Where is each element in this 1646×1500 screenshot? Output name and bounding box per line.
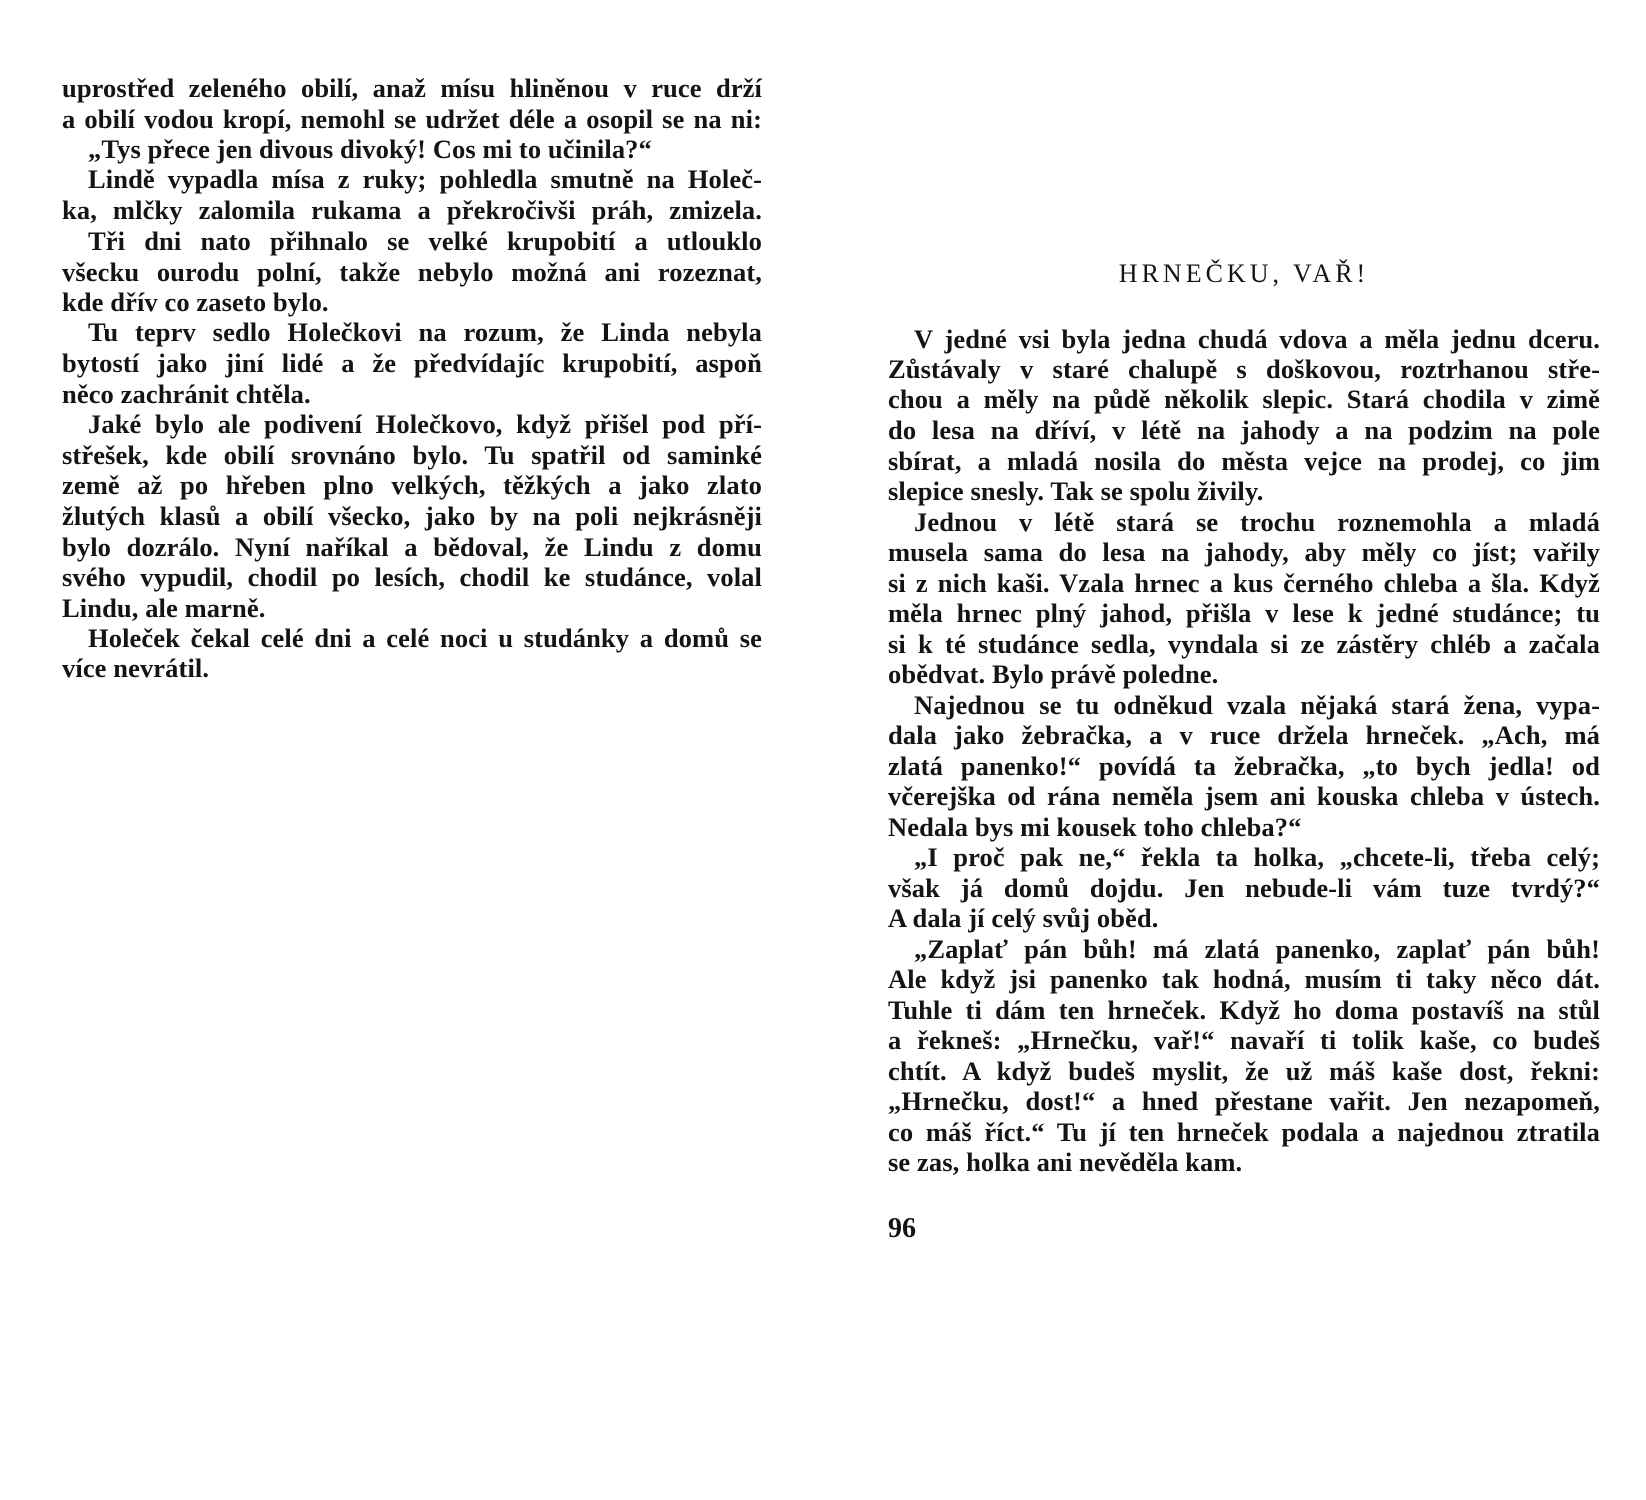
text-line: Nedala bys mi kousek toho chleba?“ xyxy=(888,812,1302,842)
text-line: „Zaplať pán bůh! má zlatá panenko, zaplať pán bůh! xyxy=(914,934,1600,964)
text-line: co máš říct.“ Tu jí ten hrneček podala a najednou ztratila xyxy=(888,1117,1600,1147)
text-line: Jaké bylo ale podivení Holečkovo, když přišel pod pří- xyxy=(88,409,762,439)
text-line: slepice snesly. Tak se spolu živily. xyxy=(888,476,1264,506)
text-line: chtít. A když budeš myslit, že už máš kaše dost, řekni: xyxy=(888,1056,1600,1086)
text-line: Lindě vypadla mísa z ruky; pohledla smutně na Holeč- xyxy=(88,164,762,194)
text-line: kde dřív co zaseto bylo. xyxy=(62,287,329,317)
text-line: bylo dozrálo. Nyní naříkal a bědoval, že Lindu z domu xyxy=(62,532,762,562)
text-line: Holeček čekal celé dni a celé noci u studánky a domů se xyxy=(88,623,762,653)
text-line: „I proč pak ne,“ řekla ta holka, „chcete-li, třeba celý; xyxy=(914,842,1600,872)
text-line: Tuhle ti dám ten hrneček. Když ho doma postavíš na stůl xyxy=(888,995,1600,1025)
text-line: dala jako žebračka, a v ruce držela hrneček. „Ach, má xyxy=(888,720,1600,750)
text-line: Lindu, ale marně. xyxy=(62,593,266,623)
text-line: více nevrátil. xyxy=(62,653,210,683)
text-line: sbírat, a mladá nosila do města vejce na prodej, co jim xyxy=(888,446,1600,476)
text-line: Tři dni nato přihnalo se velké krupobití a utlouklo xyxy=(88,226,762,256)
text-line: a řekneš: „Hrnečku, vař!“ navaří ti tolik kaše, co budeš xyxy=(888,1025,1600,1055)
text-line: něco zachránit chtěla. xyxy=(62,379,311,409)
text-line: střešek, kde obilí srovnáno bylo. Tu spatřil od saminké xyxy=(62,440,762,470)
text-line: do lesa na dříví, v létě na jahody a na podzim na pole xyxy=(888,415,1600,445)
right-page xyxy=(888,0,1600,1500)
text-line: chou a měly na půdě několik slepic. Stará chodila v zimě xyxy=(888,384,1600,414)
left-page xyxy=(62,0,762,1500)
text-line: A dala jí celý svůj oběd. xyxy=(888,903,1159,933)
page-number: 96 xyxy=(888,1213,916,1244)
text-line: Ale když jsi panenko tak hodná, musím ti taky něco dát. xyxy=(888,964,1600,994)
text-line: měla hrnec plný jahod, přišla v lese k jedné studánce; tu xyxy=(888,598,1600,628)
text-line: svého vypudil, chodil po lesích, chodil ke studánce, volal xyxy=(62,562,762,592)
text-line: „Tys přece jen divous divoký! Cos mi to učinila?“ xyxy=(88,134,652,164)
text-line: musela sama do lesa na jahody, aby měly co jíst; vařily xyxy=(888,537,1600,567)
text-line: Tu teprv sedlo Holečkovi na rozum, že Linda nebyla xyxy=(88,317,762,347)
text-line: žlutých klasů a obilí všecko, jako by na poli nejkrásněji xyxy=(62,501,762,531)
text-line: „Hrnečku, dost!“ a hned přestane vařit. Jen nezapomeň, xyxy=(888,1086,1600,1116)
text-line: obědvat. Bylo právě poledne. xyxy=(888,659,1219,689)
text-line: Zůstávaly v staré chalupě s doškovou, roztrhanou stře- xyxy=(888,354,1600,384)
text-line: všecku ourodu polní, takže nebylo možná ani rozeznat, xyxy=(62,257,762,287)
text-line: V jedné vsi byla jedna chudá vdova a měla jednu dceru. xyxy=(914,324,1600,354)
text-line: si k té studánce sedla, vyndala si ze zástěry chléb a začala xyxy=(888,629,1600,659)
text-line: země až po hřeben plno velkých, těžkých a jako zlato xyxy=(62,470,762,500)
text-line: uprostřed zeleného obilí, anaž mísu hliněnou v ruce drží xyxy=(62,73,762,103)
text-line: Najednou se tu odněkud vzala nějaká stará žena, vypa- xyxy=(914,690,1600,720)
text-line: Jednou v létě stará se trochu roznemohla a mladá xyxy=(914,507,1600,537)
text-line: bytostí jako jiní lidé a že předvídajíc krupobití, aspoň xyxy=(62,348,762,378)
story-title: HRNEČKU, VAŘ! xyxy=(1118,259,1370,288)
text-line: však já domů dojdu. Jen nebude-li vám tuze tvrdý?“ xyxy=(888,873,1600,903)
text-line: včerejška od rána neměla jsem ani kouska chleba v ústech. xyxy=(888,781,1600,811)
text-line: ka, mlčky zalomila rukama a překročivši práh, zmizela. xyxy=(62,195,762,225)
text-line: zlatá panenko!“ povídá ta žebračka, „to bych jedla! od xyxy=(888,751,1600,781)
text-line: si z nich kaši. Vzala hrnec a kus černého chleba a šla. Když xyxy=(888,568,1600,598)
text-line: se zas, holka ani nevěděla kam. xyxy=(888,1147,1243,1177)
text-line: a obilí vodou kropí, nemohl se udržet déle a osopil se na ni: xyxy=(62,104,762,134)
